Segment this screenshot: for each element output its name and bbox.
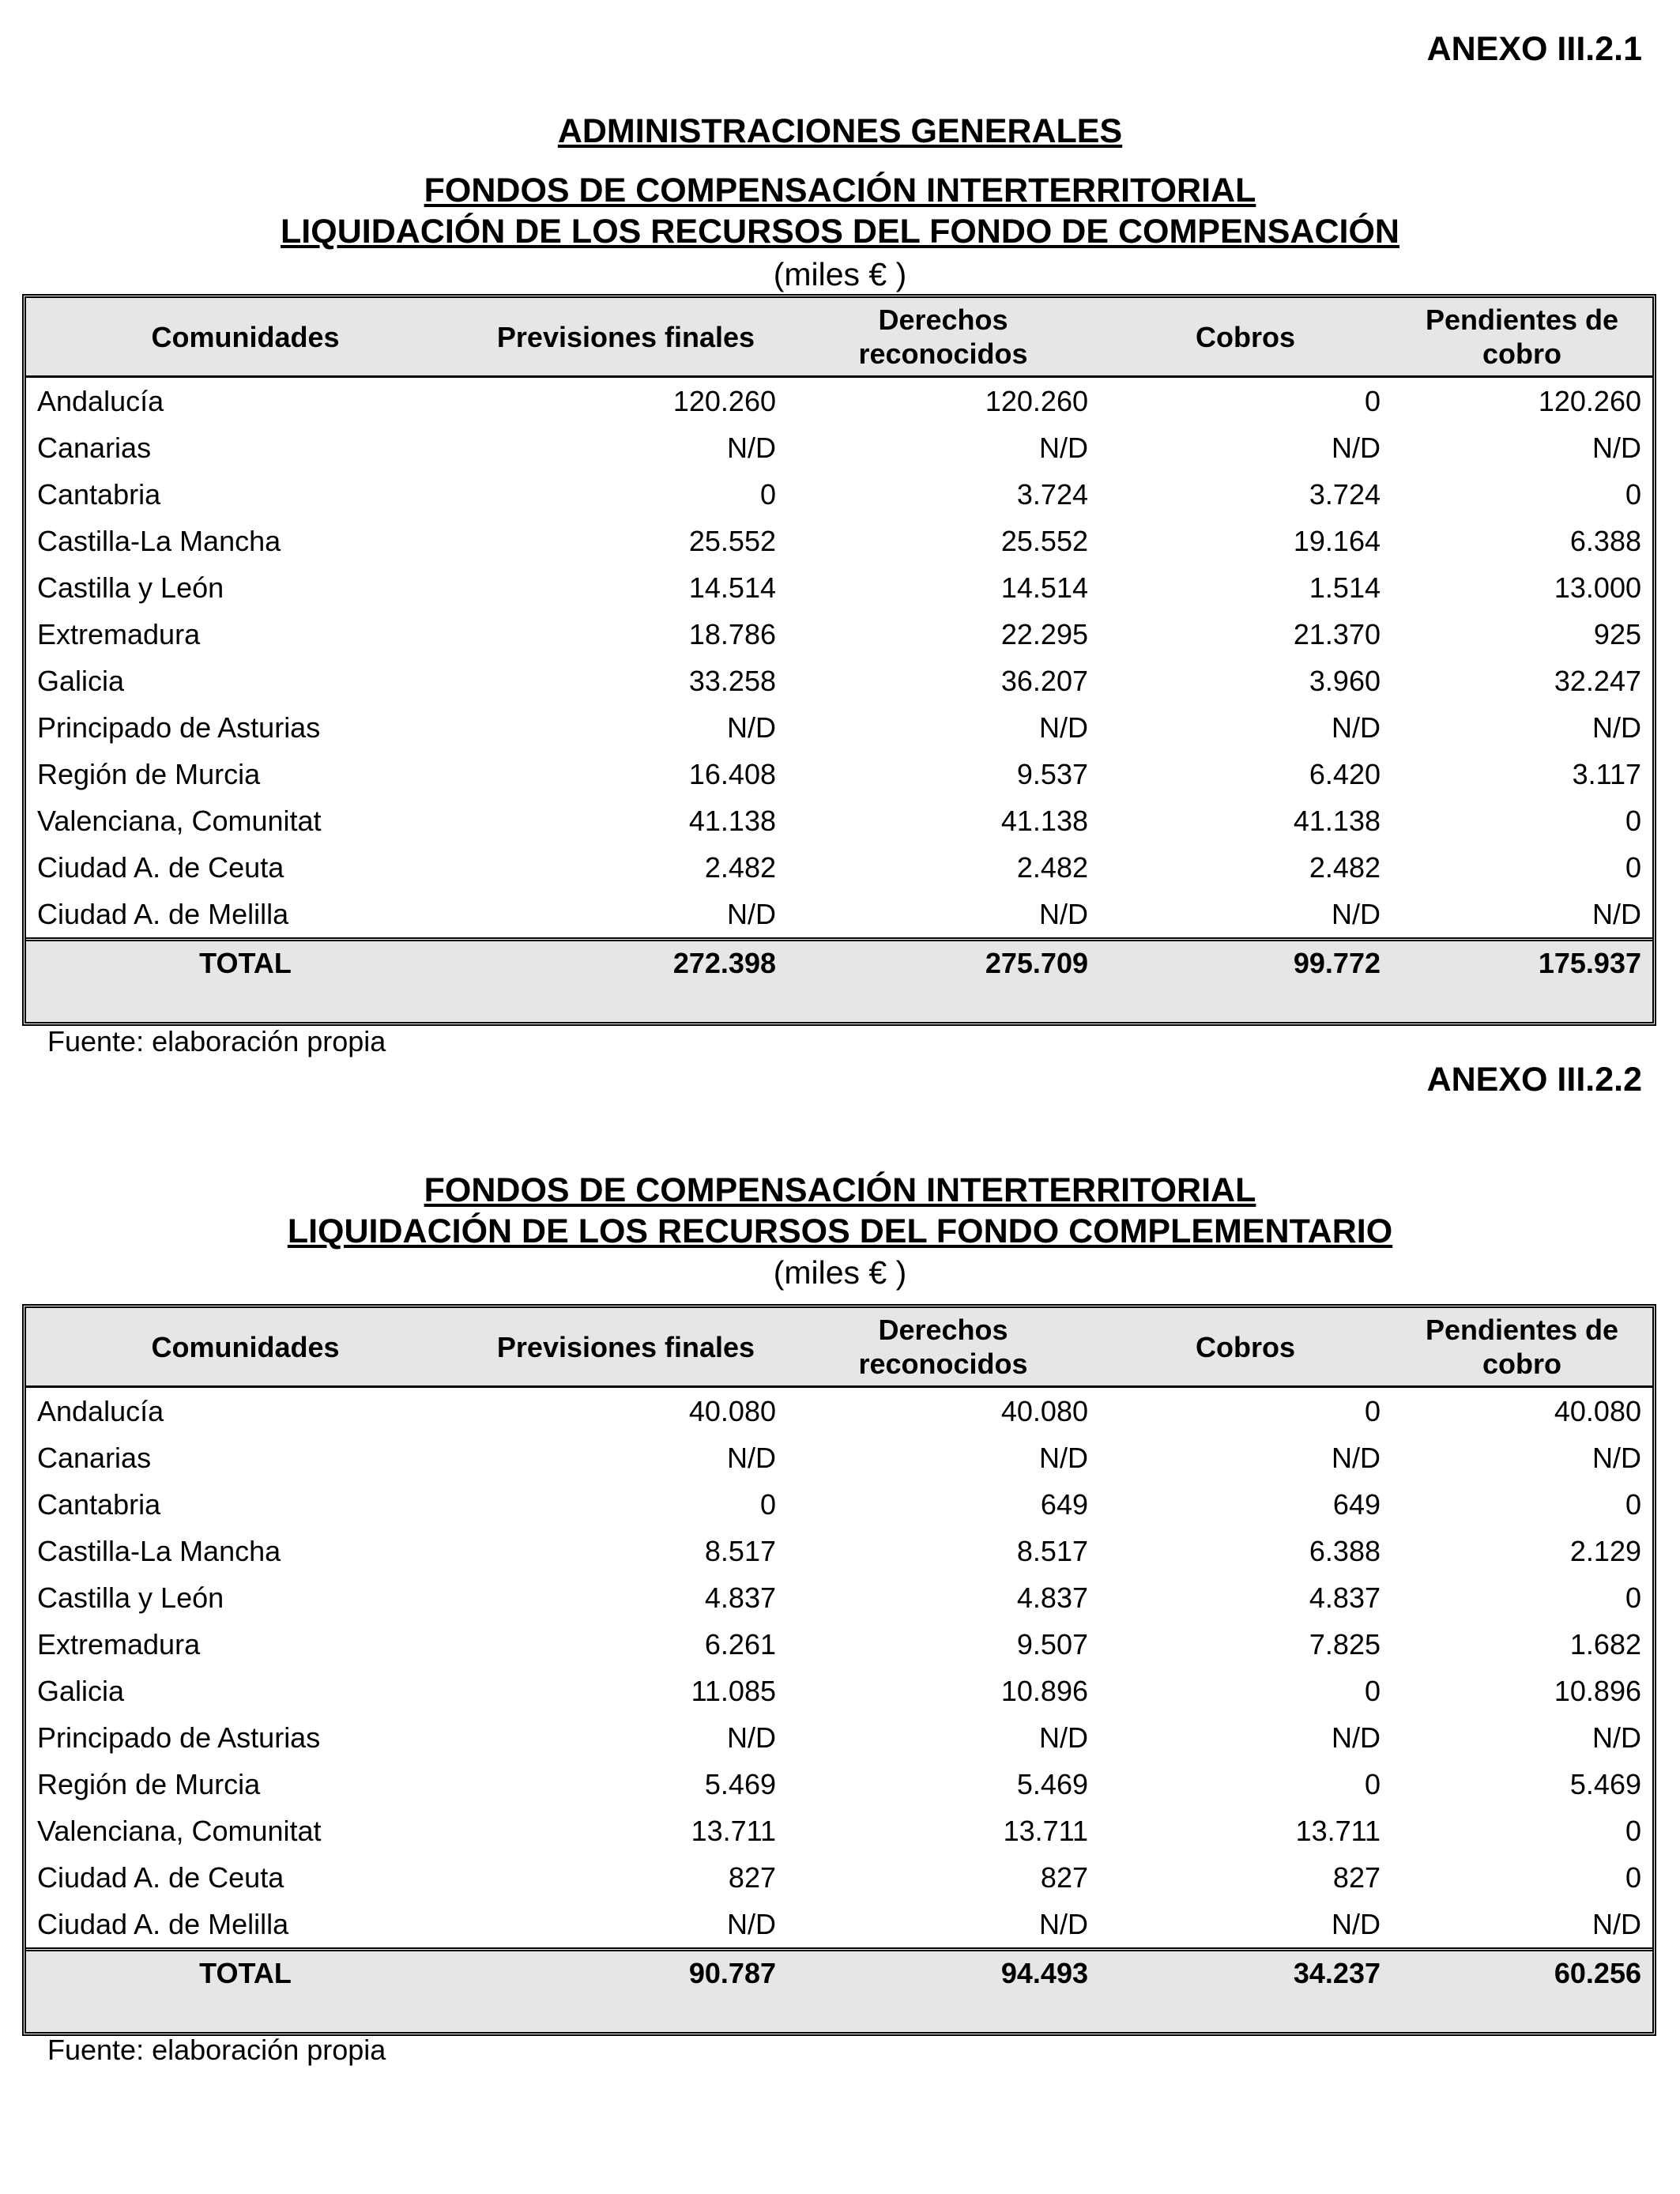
pendientes-cell: N/D <box>1592 711 1641 744</box>
previsiones-cell: 827 <box>728 1861 776 1894</box>
table1 <box>22 294 1656 1026</box>
pendientes-cell: 0 <box>1625 478 1641 511</box>
table-row <box>26 704 1652 751</box>
pendientes-cell: 0 <box>1625 1581 1641 1614</box>
pendientes-cell: 0 <box>1625 1861 1641 1894</box>
derechos-cell: 41.138 <box>1000 805 1088 837</box>
cobros-cell: 6.388 <box>1309 1535 1381 1567</box>
previsiones-cell: 8.517 <box>704 1535 776 1567</box>
cobros-cell: 3.960 <box>1309 665 1381 697</box>
table-row <box>26 1668 1652 1714</box>
pendientes-cell: 925 <box>1593 618 1641 650</box>
derechos-cell: 13.711 <box>1003 1815 1088 1847</box>
previsiones-cell: 25.552 <box>688 525 776 557</box>
table1-title-line1: FONDOS DE COMPENSACIÓN INTERTERRITORIAL <box>424 172 1256 209</box>
comunidad-cell: Canarias <box>37 1442 152 1474</box>
table-row <box>26 1854 1652 1901</box>
header-pendientes: Pendientes de cobro <box>1392 298 1652 377</box>
table2-title-line1: FONDOS DE COMPENSACIÓN INTERTERRITORIAL <box>424 1171 1256 1209</box>
comunidad-cell: Región de Murcia <box>37 758 261 790</box>
header-previsiones: Previsiones finales <box>465 298 787 377</box>
total-pendientes-cell: 175.937 <box>1392 940 1652 1023</box>
comunidad-cell: Castilla-La Mancha <box>37 1535 281 1567</box>
derechos-cell: 36.207 <box>1000 665 1088 697</box>
comunidad-cell: Valenciana, Comunitat <box>37 805 322 837</box>
derechos-cell: N/D <box>1039 1442 1088 1474</box>
previsiones-cell: 13.711 <box>691 1815 776 1847</box>
table2-units: (miles € ) <box>773 1254 907 1291</box>
derechos-cell: 4.837 <box>1016 1581 1088 1614</box>
previsiones-cell: 0 <box>759 1488 776 1521</box>
pendientes-cell: N/D <box>1592 898 1641 930</box>
table-header-row <box>26 1308 1652 1387</box>
header-derechos: Derechos reconocidos <box>787 298 1099 377</box>
derechos-cell: 10.896 <box>1000 1675 1088 1707</box>
total-previsiones-cell: 90.787 <box>465 1950 787 2033</box>
comunidad-cell: Principado de Asturias <box>37 1721 321 1754</box>
previsiones-cell: 18.786 <box>688 618 776 650</box>
table-row <box>26 377 1652 425</box>
cobros-cell: 21.370 <box>1293 618 1381 650</box>
derechos-cell: 5.469 <box>1016 1768 1088 1800</box>
cobros-cell: 7.825 <box>1309 1628 1381 1661</box>
derechos-cell: 40.080 <box>1000 1395 1088 1427</box>
pendientes-cell: 1.682 <box>1569 1628 1641 1661</box>
derechos-cell: 9.537 <box>1016 758 1088 790</box>
table-row <box>26 797 1652 844</box>
table-row <box>26 1761 1652 1808</box>
annex-label-1: ANEXO III.2.1 <box>1426 30 1642 68</box>
previsiones-cell: N/D <box>727 898 776 930</box>
previsiones-cell: N/D <box>727 711 776 744</box>
comunidad-cell: Canarias <box>37 432 152 464</box>
total-derechos-cell: 94.493 <box>787 1950 1099 2033</box>
pendientes-cell: N/D <box>1592 1908 1641 1940</box>
comunidad-cell: Cantabria <box>37 1488 161 1521</box>
previsiones-cell: N/D <box>727 1908 776 1940</box>
table-row <box>26 1808 1652 1854</box>
derechos-cell: N/D <box>1039 432 1088 464</box>
previsiones-cell: 6.261 <box>704 1628 776 1661</box>
table-row <box>26 1528 1652 1574</box>
header-previsiones: Previsiones finales <box>465 1308 787 1387</box>
table-row <box>26 751 1652 797</box>
cobros-cell: N/D <box>1332 1721 1381 1754</box>
table-row <box>26 1574 1652 1621</box>
cobros-cell: 13.711 <box>1295 1815 1381 1847</box>
pendientes-cell: 0 <box>1625 1488 1641 1521</box>
cobros-cell: 0 <box>1364 1675 1381 1707</box>
comunidad-cell: Ciudad A. de Ceuta <box>37 1861 284 1894</box>
previsiones-cell: 40.080 <box>688 1395 776 1427</box>
table-row <box>26 1621 1652 1668</box>
cobros-cell: 4.837 <box>1309 1581 1381 1614</box>
table-row <box>26 1387 1652 1435</box>
table-header-row <box>26 298 1652 377</box>
derechos-cell: N/D <box>1039 711 1088 744</box>
pendientes-cell: 3.117 <box>1572 758 1641 790</box>
header-comunidades: Comunidades <box>26 298 465 377</box>
cobros-cell: N/D <box>1332 432 1381 464</box>
comunidad-cell: Castilla y León <box>37 1581 224 1614</box>
cobros-cell: 0 <box>1364 1395 1381 1427</box>
cobros-cell: 649 <box>1332 1488 1381 1521</box>
previsiones-cell: 4.837 <box>704 1581 776 1614</box>
table-row <box>26 1481 1652 1528</box>
derechos-cell: N/D <box>1039 898 1088 930</box>
table-row <box>26 611 1652 658</box>
table2-grid <box>26 1308 1652 2032</box>
comunidad-cell: Extremadura <box>37 1628 201 1661</box>
comunidad-cell: Andalucía <box>37 1395 164 1427</box>
cobros-cell: 2.482 <box>1309 851 1381 884</box>
cobros-cell: 41.138 <box>1293 805 1381 837</box>
pendientes-cell: N/D <box>1592 1721 1641 1754</box>
comunidad-cell: Galicia <box>37 1675 125 1707</box>
total-label: TOTAL <box>26 1950 465 2033</box>
total-cobros-cell: 99.772 <box>1099 940 1392 1023</box>
cobros-cell: 3.724 <box>1309 478 1381 511</box>
table-row <box>26 564 1652 611</box>
header-cobros: Cobros <box>1099 1308 1392 1387</box>
derechos-cell: 120.260 <box>985 385 1088 417</box>
table-row <box>26 518 1652 564</box>
table1-units: (miles € ) <box>773 256 907 292</box>
comunidad-cell: Andalucía <box>37 385 164 417</box>
table2-title-line2: LIQUIDACIÓN DE LOS RECURSOS DEL FONDO COMPLEMENTARIO <box>287 1212 1393 1250</box>
cobros-cell: 6.420 <box>1309 758 1381 790</box>
table-row <box>26 1714 1652 1761</box>
total-label: TOTAL <box>26 940 465 1023</box>
pendientes-cell: 32.247 <box>1554 665 1641 697</box>
previsiones-cell: N/D <box>727 1721 776 1754</box>
pendientes-cell: N/D <box>1592 1442 1641 1474</box>
table2 <box>22 1304 1656 2036</box>
header-cobros: Cobros <box>1099 298 1392 377</box>
table-row <box>26 1901 1652 1950</box>
header-comunidades: Comunidades <box>26 1308 465 1387</box>
cobros-cell: N/D <box>1332 898 1381 930</box>
table1-title-line2: LIQUIDACIÓN DE LOS RECURSOS DEL FONDO DE COMPENSACIÓN <box>281 213 1399 251</box>
total-row <box>26 940 1652 1023</box>
table1-source: Fuente: elaboración propia <box>47 1025 386 1057</box>
comunidad-cell: Ciudad A. de Melilla <box>37 1908 289 1940</box>
previsiones-cell: 120.260 <box>672 385 776 417</box>
table1-grid <box>26 298 1652 1022</box>
derechos-cell: 22.295 <box>1000 618 1088 650</box>
comunidad-cell: Galicia <box>37 665 125 697</box>
previsiones-cell: 14.514 <box>688 571 776 604</box>
pendientes-cell: 120.260 <box>1538 385 1641 417</box>
previsiones-cell: 33.258 <box>688 665 776 697</box>
total-pendientes-cell: 60.256 <box>1392 1950 1652 2033</box>
cobros-cell: 827 <box>1332 1861 1381 1894</box>
cobros-cell: 0 <box>1364 1768 1381 1800</box>
derechos-cell: 14.514 <box>1000 571 1088 604</box>
previsiones-cell: 0 <box>759 478 776 511</box>
header-pendientes: Pendientes de cobro <box>1392 1308 1652 1387</box>
header-derechos: Derechos reconocidos <box>787 1308 1099 1387</box>
pendientes-cell: 13.000 <box>1554 571 1641 604</box>
pendientes-cell: 0 <box>1625 851 1641 884</box>
previsiones-cell: 11.085 <box>691 1675 776 1707</box>
pendientes-cell: 10.896 <box>1554 1675 1641 1707</box>
table-row <box>26 891 1652 940</box>
table-row <box>26 424 1652 471</box>
comunidad-cell: Cantabria <box>37 478 161 511</box>
previsiones-cell: 5.469 <box>704 1768 776 1800</box>
previsiones-cell: N/D <box>727 432 776 464</box>
section-title: ADMINISTRACIONES GENERALES <box>557 112 1123 150</box>
total-previsiones-cell: 272.398 <box>465 940 787 1023</box>
comunidad-cell: Castilla-La Mancha <box>37 525 281 557</box>
derechos-cell: 9.507 <box>1016 1628 1088 1661</box>
cobros-cell: N/D <box>1332 1908 1381 1940</box>
total-row <box>26 1950 1652 2033</box>
previsiones-cell: 2.482 <box>704 851 776 884</box>
derechos-cell: 3.724 <box>1016 478 1088 511</box>
derechos-cell: 2.482 <box>1016 851 1088 884</box>
pendientes-cell: 5.469 <box>1569 1768 1641 1800</box>
total-cobros-cell: 34.237 <box>1099 1950 1392 2033</box>
previsiones-cell: 16.408 <box>688 758 776 790</box>
derechos-cell: 8.517 <box>1016 1535 1088 1567</box>
cobros-cell: N/D <box>1332 711 1381 744</box>
comunidad-cell: Ciudad A. de Ceuta <box>37 851 284 884</box>
pendientes-cell: 0 <box>1625 805 1641 837</box>
table-row <box>26 471 1652 518</box>
pendientes-cell: 2.129 <box>1569 1535 1641 1567</box>
table-row <box>26 844 1652 891</box>
previsiones-cell: N/D <box>727 1442 776 1474</box>
total-derechos-cell: 275.709 <box>787 940 1099 1023</box>
derechos-cell: N/D <box>1039 1721 1088 1754</box>
derechos-cell: 25.552 <box>1000 525 1088 557</box>
cobros-cell: 0 <box>1364 385 1381 417</box>
pendientes-cell: N/D <box>1592 432 1641 464</box>
table-row <box>26 658 1652 704</box>
derechos-cell: 649 <box>1040 1488 1088 1521</box>
table-row <box>26 1434 1652 1481</box>
cobros-cell: 1.514 <box>1309 571 1381 604</box>
comunidad-cell: Ciudad A. de Melilla <box>37 898 289 930</box>
comunidad-cell: Región de Murcia <box>37 1768 261 1800</box>
previsiones-cell: 41.138 <box>688 805 776 837</box>
comunidad-cell: Extremadura <box>37 618 201 650</box>
cobros-cell: N/D <box>1332 1442 1381 1474</box>
annex-label-2: ANEXO III.2.2 <box>1426 1061 1642 1099</box>
cobros-cell: 19.164 <box>1293 525 1381 557</box>
derechos-cell: N/D <box>1039 1908 1088 1940</box>
comunidad-cell: Valenciana, Comunitat <box>37 1815 322 1847</box>
pendientes-cell: 40.080 <box>1554 1395 1641 1427</box>
pendientes-cell: 0 <box>1625 1815 1641 1847</box>
table2-source: Fuente: elaboración propia <box>47 2034 386 2066</box>
pendientes-cell: 6.388 <box>1569 525 1641 557</box>
comunidad-cell: Castilla y León <box>37 571 224 604</box>
comunidad-cell: Principado de Asturias <box>37 711 321 744</box>
derechos-cell: 827 <box>1040 1861 1088 1894</box>
